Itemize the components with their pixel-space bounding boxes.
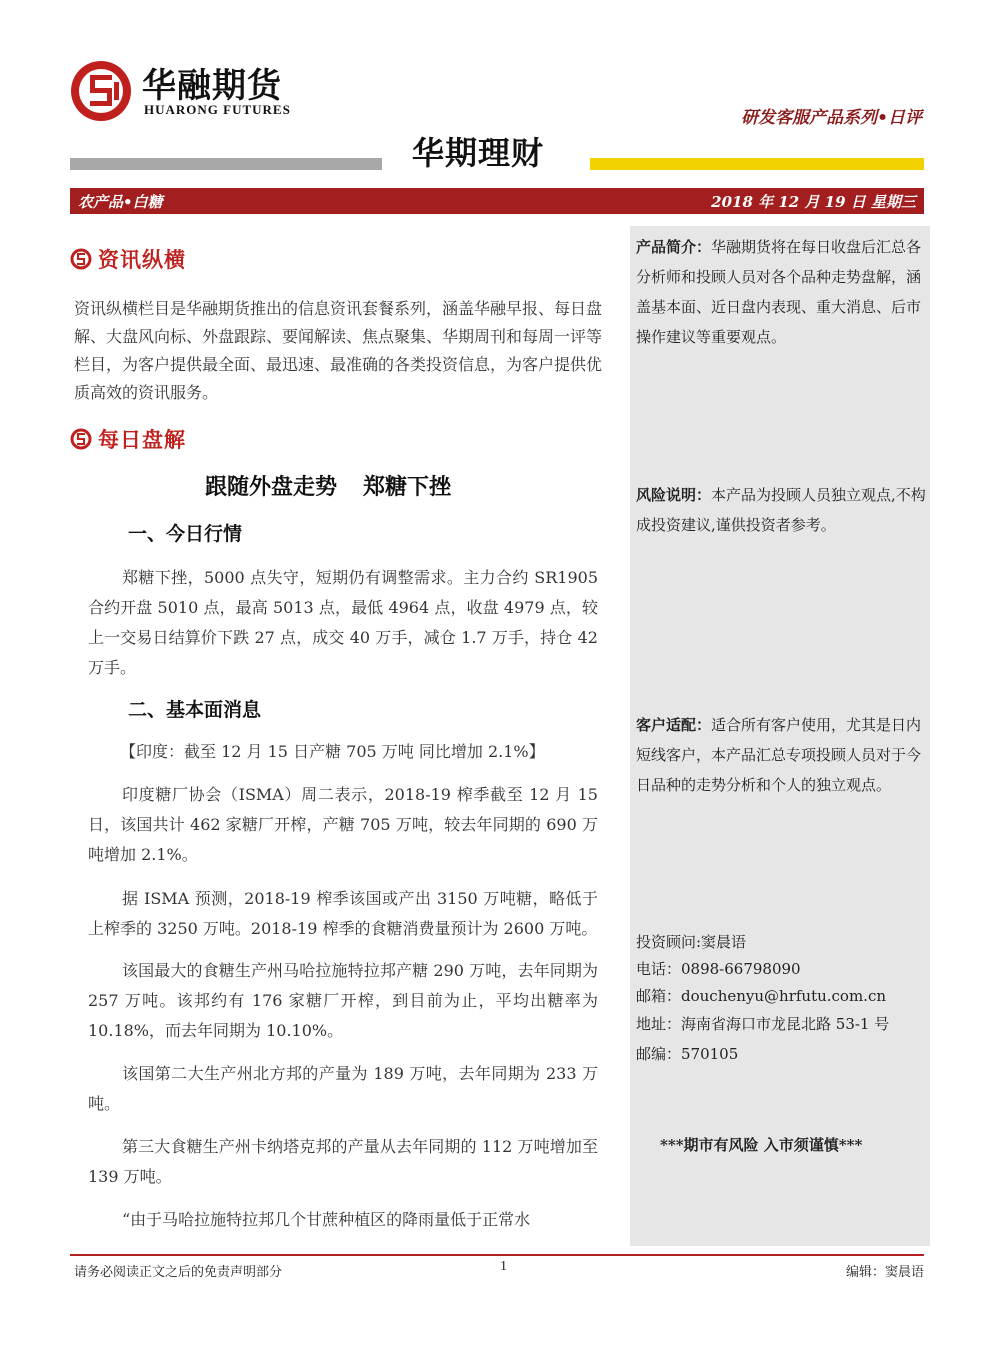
paragraph-maharashtra: 该国最大的食糖生产州马哈拉施特拉邦产糖 290 万吨，去年同期为 257 万吨。该邦约有 176 家糖厂开榨，到目前为止，平均出糖率为 10.18%，而去年同期为 10.10%。 xyxy=(88,961,598,1040)
article-title-part1: 跟随外盘走势 xyxy=(205,475,338,500)
risk-notice-label: 风险说明： xyxy=(636,486,712,504)
paragraph-market: 郑糖下挫，5000 点失守，短期仍有调整需求。主力合约 SR1905 合约开盘 5010 点，最高 5013 点，最低 4964 点，收盘 4979 点，较上一交易日结算价下跌 27 点，成交 40 万手，减仓 1.7 万手，持仓 42 万手。 xyxy=(88,568,598,677)
news-headline-india: 【印度：截至 12 月 15 日产糖 705 万吨 同比增加 2.1%】 xyxy=(120,742,545,761)
footer-divider xyxy=(70,1254,924,1256)
article-title-part2: 郑糖下挫 xyxy=(363,475,452,500)
news-intro-text: 资讯纵横栏目是华融期货推出的信息资讯套餐系列，涵盖华融早报、每日盘解、大盘风向标、外盘跟踪、要闻解读、焦点聚集、华期周刊和每周一评等栏目，为客户提供最全面、最迅速、最准确的各类投资信息，为客户提供优质高效的资讯服务。 xyxy=(74,299,603,402)
contact-zip: 邮编：570105 xyxy=(636,1045,739,1063)
contact-email[interactable]: 邮箱：douchenyu@hrfutu.com.cn xyxy=(636,987,887,1005)
section-title-news: 资讯纵横 xyxy=(98,247,186,272)
product-intro-text: 华融期货将在每日收盘后汇总各分析师和投顾人员对各个品种走势盘解，涵盖基本面、近日盘内表现、重大消息、后市操作建议等重要观点。 xyxy=(636,238,922,346)
contact-address: 地址：海南省海口市龙昆北路 53-1 号 xyxy=(636,1015,890,1033)
heading-fundamentals: 二、基本面消息 xyxy=(128,699,262,721)
risk-warning: ***期市有风险 入市须谨慎*** xyxy=(660,1136,863,1154)
paragraph-isma: 印度糖厂协会（ISMA）周二表示，2018-19 榨季截至 12 月 15 日，该国共计 462 家糖厂开榨，产糖 705 万吨，较去年同期的 690 万吨增加 2.1%。 xyxy=(88,785,598,864)
advisor-name: 投资顾问:窦晨语 xyxy=(636,933,747,951)
client-suitability xyxy=(636,710,926,800)
page-title: 华期理财 xyxy=(412,134,545,172)
header-yellow-bar xyxy=(590,158,924,170)
report-date: 2018 年 12 月 19 日 星期三 xyxy=(711,193,916,211)
disclaimer-note: 请务必阅读正文之后的免责声明部分 xyxy=(74,1265,283,1280)
page-number: 1 xyxy=(500,1259,507,1274)
section-logo-icon xyxy=(70,248,92,270)
section-header-daily xyxy=(70,424,186,454)
paragraph-rainfall: “由于马哈拉施特拉邦几个甘蔗种植区的降雨量低于正常水 xyxy=(122,1210,531,1229)
section-header-news xyxy=(70,244,186,274)
paragraph-karnataka: 第三大食糖生产州卡纳塔克邦的产量从去年同期的 112 万吨增加至 139 万吨。 xyxy=(88,1137,598,1186)
article-title xyxy=(205,470,451,501)
section-logo-icon xyxy=(70,428,92,450)
brand-name-cn: 华融期货 xyxy=(142,66,282,106)
huarong-logo-icon xyxy=(70,60,132,122)
category-label: 农产品•白糖 xyxy=(78,193,163,211)
client-suitability-text: 适合所有客户使用，尤其是日内短线客户，本产品汇总专项投顾人员对于今日品种的走势分析和个人的独立观点。 xyxy=(636,716,922,794)
editor-credit: 编辑：窦晨语 xyxy=(845,1265,924,1280)
risk-notice xyxy=(636,480,926,540)
product-intro-label: 产品简介： xyxy=(636,238,712,256)
category-bar xyxy=(70,188,924,214)
product-intro xyxy=(636,232,926,352)
risk-notice-text: 本产品为投顾人员独立观点,不构成投资建议,谨供投资者参考。 xyxy=(636,486,926,534)
brand-name-en: HUARONG FUTURES xyxy=(144,102,291,117)
heading-market-today: 一、今日行情 xyxy=(128,523,243,545)
client-suitability-label: 客户适配： xyxy=(636,716,712,734)
product-series: 研发客服产品系列•日评 xyxy=(741,108,922,128)
contact-phone: 电话：0898-66798090 xyxy=(636,960,801,978)
paragraph-uttar-pradesh: 该国第二大生产州北方邦的产量为 189 万吨，去年同期为 233 万吨。 xyxy=(88,1064,598,1113)
section-title-daily: 每日盘解 xyxy=(98,427,186,452)
paragraph-forecast: 据 ISMA 预测，2018-19 榨季该国或产出 3150 万吨糖，略低于上榨季的 3250 万吨。2018-19 榨季的食糖消费量预计为 2600 万吨。 xyxy=(88,889,598,938)
header-gray-bar xyxy=(70,158,382,170)
